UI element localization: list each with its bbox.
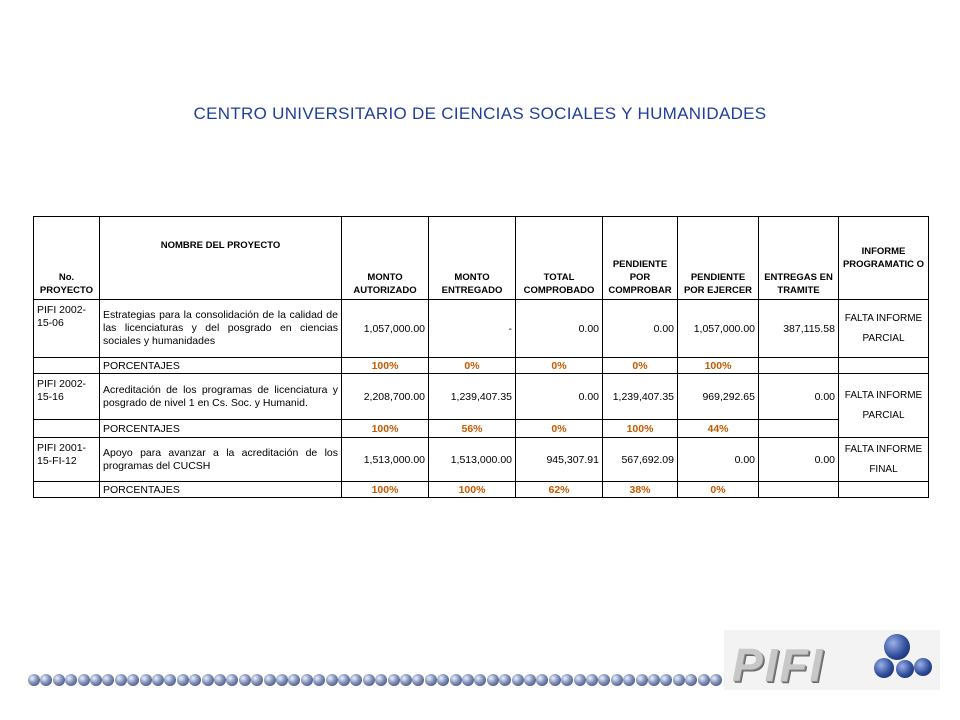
bead-icon <box>450 674 462 686</box>
projects-table <box>33 216 929 498</box>
logo-ball-icon <box>896 660 914 678</box>
percent-label: PORCENTAJES <box>100 482 342 498</box>
bead-icon <box>412 674 424 686</box>
bead-icon <box>40 674 52 686</box>
bead-icon <box>598 674 610 686</box>
decorative-bead-band <box>28 674 728 690</box>
table-header-row <box>34 217 929 300</box>
monto-autorizado: 1,057,000.00 <box>342 300 429 358</box>
bead-icon <box>660 674 672 686</box>
percent-value: 100% <box>429 482 516 498</box>
bead-icon <box>375 674 387 686</box>
bead-icon <box>536 674 548 686</box>
header-monto-entregado: MONTO ENTREGADO <box>429 217 516 300</box>
percent-value: 0% <box>678 482 759 498</box>
header-nombre: NOMBRE DEL PROYECTO <box>100 217 342 300</box>
bead-icon <box>673 674 685 686</box>
percent-value: 100% <box>342 482 429 498</box>
bead-icon <box>313 674 325 686</box>
bead-icon <box>549 674 561 686</box>
bead-icon <box>611 674 623 686</box>
informe-status: FALTA INFORME FINAL <box>839 438 929 482</box>
project-id: PIFI 2002-15-16 <box>34 374 100 420</box>
percent-label: PORCENTAJES <box>100 358 342 374</box>
table-row <box>34 482 929 498</box>
monto-autorizado: 2,208,700.00 <box>342 374 429 420</box>
bead-icon <box>710 674 722 686</box>
monto-autorizado: 1,513,000.00 <box>342 438 429 482</box>
bead-icon <box>561 674 573 686</box>
total-comprobado: 0.00 <box>516 374 603 420</box>
pendiente-comprobar: 567,692.09 <box>603 438 678 482</box>
bead-icon <box>350 674 362 686</box>
entregas-tramite: 0.00 <box>759 374 839 420</box>
project-id: PIFI 2001-15-FI-12 <box>34 438 100 482</box>
header-monto-autorizado: MONTO AUTORIZADO <box>342 217 429 300</box>
bead-icon <box>524 674 536 686</box>
total-comprobado: 0.00 <box>516 300 603 358</box>
entregas-tramite: 0.00 <box>759 438 839 482</box>
bead-icon <box>685 674 697 686</box>
bead-icon <box>437 674 449 686</box>
bead-icon <box>115 674 127 686</box>
pifi-logo <box>724 630 940 690</box>
bead-icon <box>189 674 201 686</box>
bead-icon <box>462 674 474 686</box>
monto-entregado: - <box>429 300 516 358</box>
bead-icon <box>202 674 214 686</box>
bead-icon <box>239 674 251 686</box>
bead-icon <box>264 674 276 686</box>
percent-value: 0% <box>603 358 678 374</box>
table-row <box>34 358 929 374</box>
percent-value: 38% <box>603 482 678 498</box>
pendiente-comprobar: 0.00 <box>603 300 678 358</box>
bead-icon <box>102 674 114 686</box>
bead-icon <box>326 674 338 686</box>
logo-ball-icon <box>874 658 894 678</box>
bead-icon <box>499 674 511 686</box>
pendiente-ejercer: 0.00 <box>678 438 759 482</box>
header-total-comprobado: TOTAL COMPROBADO <box>516 217 603 300</box>
bead-icon <box>623 674 635 686</box>
percent-value: 56% <box>429 420 516 438</box>
bead-icon <box>338 674 350 686</box>
bead-icon <box>177 674 189 686</box>
percent-value: 0% <box>516 358 603 374</box>
bead-icon <box>288 674 300 686</box>
bead-icon <box>512 674 524 686</box>
bead-icon <box>127 674 139 686</box>
table-row <box>34 374 929 420</box>
bead-icon <box>140 674 152 686</box>
bead-icon <box>152 674 164 686</box>
monto-entregado: 1,239,407.35 <box>429 374 516 420</box>
project-name: Acreditación de los programas de licenciatura y posgrado de nivel 1 en Cs. Soc. y Humanid. <box>100 374 342 420</box>
monto-entregado: 1,513,000.00 <box>429 438 516 482</box>
bead-icon <box>698 674 710 686</box>
table-row <box>34 420 929 438</box>
header-pendiente-comprobar: PENDIENTE POR COMPROBAR <box>603 217 678 300</box>
total-comprobado: 945,307.91 <box>516 438 603 482</box>
informe-status: FALTA INFORME PARCIAL <box>839 374 929 438</box>
informe-status: FALTA INFORME PARCIAL <box>839 300 929 358</box>
bead-icon <box>226 674 238 686</box>
logo-text: PIFI <box>732 639 825 691</box>
percent-label: PORCENTAJES <box>100 420 342 438</box>
bead-icon <box>276 674 288 686</box>
bead-icon <box>425 674 437 686</box>
bead-icon <box>53 674 65 686</box>
entregas-tramite: 387,115.58 <box>759 300 839 358</box>
bead-icon <box>648 674 660 686</box>
bead-icon <box>487 674 499 686</box>
percent-value: 0% <box>516 420 603 438</box>
percent-value: 100% <box>342 358 429 374</box>
bead-icon <box>214 674 226 686</box>
percent-value: 100% <box>603 420 678 438</box>
header-entregas-tramite: ENTREGAS EN TRAMITE <box>759 217 839 300</box>
header-pendiente-ejercer: PENDIENTE POR EJERCER <box>678 217 759 300</box>
bead-icon <box>78 674 90 686</box>
header-no-proyecto: No. PROYECTO <box>34 217 100 300</box>
percent-value: 44% <box>678 420 759 438</box>
logo-ball-icon <box>914 658 932 676</box>
bead-icon <box>301 674 313 686</box>
bead-icon <box>586 674 598 686</box>
project-id: PIFI 2002-15-06 <box>34 300 100 358</box>
bead-icon <box>388 674 400 686</box>
table-row <box>34 300 929 358</box>
percent-value: 0% <box>429 358 516 374</box>
bead-icon <box>363 674 375 686</box>
table-row <box>34 438 929 482</box>
page-title: CENTRO UNIVERSITARIO DE CIENCIAS SOCIALES Y HUMANIDADES <box>193 104 767 123</box>
bead-icon <box>400 674 412 686</box>
pendiente-ejercer: 969,292.65 <box>678 374 759 420</box>
bead-icon <box>574 674 586 686</box>
percent-value: 100% <box>342 420 429 438</box>
percent-value: 100% <box>678 358 759 374</box>
pendiente-ejercer: 1,057,000.00 <box>678 300 759 358</box>
bead-icon <box>251 674 263 686</box>
bead-icon <box>636 674 648 686</box>
logo-ball-icon <box>884 634 910 660</box>
bead-icon <box>28 674 40 686</box>
project-name: Apoyo para avanzar a la acreditación de los programas del CUCSH <box>100 438 342 482</box>
bead-icon <box>90 674 102 686</box>
project-name: Estrategias para la consolidación de la calidad de las licenciaturas y del posgrado en ciencias sociales y humanidades <box>100 300 342 358</box>
percent-value: 62% <box>516 482 603 498</box>
bead-icon <box>65 674 77 686</box>
bead-icon <box>164 674 176 686</box>
pendiente-comprobar: 1,239,407.35 <box>603 374 678 420</box>
header-informe: INFORME PROGRAMATIC O <box>839 217 929 300</box>
bead-icon <box>474 674 486 686</box>
